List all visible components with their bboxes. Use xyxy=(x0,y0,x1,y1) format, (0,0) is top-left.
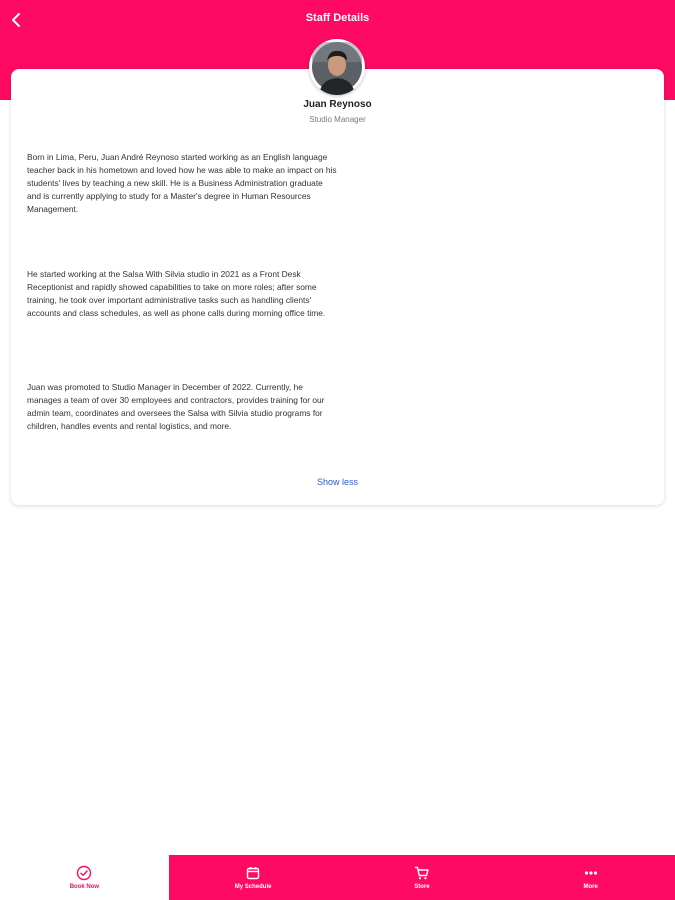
bio-paragraph: He started working at the Salsa With Silvia studio in 2021 as a Front Desk Receptionist and rapidly showed capabilities to take on more roles; after some training, he took over important administrative tasks such as handling clients' accounts and class schedules, as well as phone calls during morning office time. xyxy=(27,269,326,318)
avatar xyxy=(309,39,365,95)
staff-name: Juan Reynoso xyxy=(303,99,372,110)
page-title: Staff Details xyxy=(305,12,370,24)
nav-book-now[interactable] xyxy=(0,855,169,900)
more-dots-icon xyxy=(583,865,599,881)
cart-icon xyxy=(414,865,430,881)
show-less-link[interactable]: Show less xyxy=(316,477,359,487)
staff-role: Studio Manager xyxy=(309,115,366,124)
bio-paragraph: Juan was promoted to Studio Manager in December of 2022. Currently, he manages a team of over 30 employees and contractors, provides training for our admin team, coordinates and oversees the Salsa with Silvia studio programs for children, handles events and rental logistics, and more. xyxy=(27,382,325,431)
bio-paragraph: Born in Lima, Peru, Juan André Reynoso started working as an English language teacher back in his hometown and loved how he was able to make an impact on his students' lives by teaching a new skill. He is a Business Administration graduate and is currently applying to study for a Master's degree in Human Resources Management. xyxy=(27,152,337,214)
check-circle-icon xyxy=(76,865,92,881)
nav-label: Book Now xyxy=(69,884,100,890)
staff-photo-icon xyxy=(309,39,365,95)
nav-my-schedule[interactable] xyxy=(169,855,338,900)
nav-store[interactable] xyxy=(338,855,507,900)
nav-more[interactable] xyxy=(506,855,675,900)
nav-label: More xyxy=(583,884,598,890)
nav-label: Store xyxy=(414,884,430,890)
nav-label: My Schedule xyxy=(234,884,272,890)
bottom-navigation xyxy=(0,855,675,900)
calendar-icon xyxy=(245,865,261,881)
